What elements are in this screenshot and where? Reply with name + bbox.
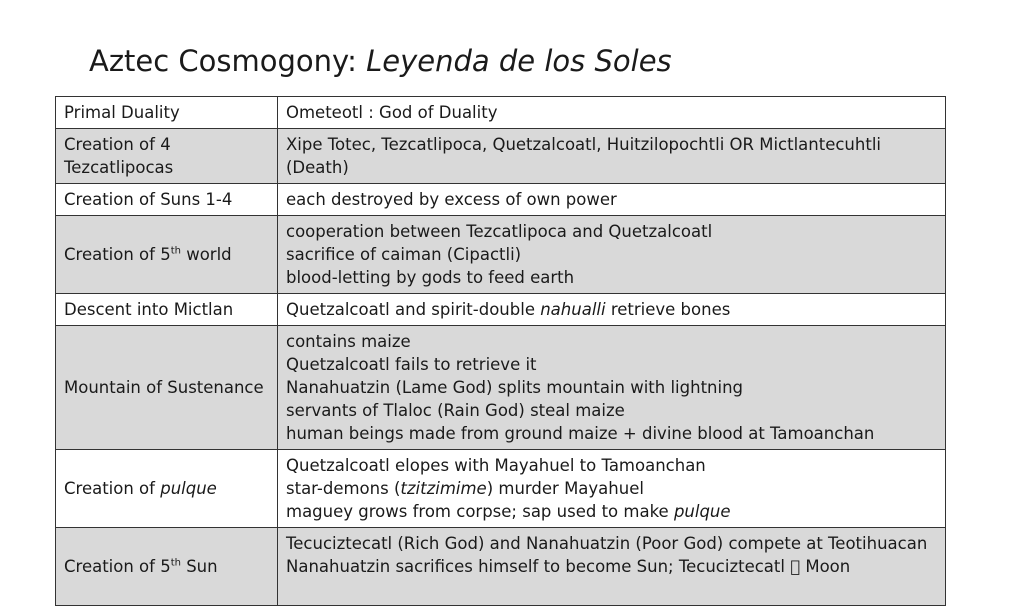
description-line: Tecuciztecatl (Rich God) and Nanahuatzin (Poor God) compete at Teotihuacan <box>286 534 928 553</box>
description-line: contains maize <box>286 332 411 351</box>
description-line: blood-letting by gods to feed earth <box>286 268 575 287</box>
description-line <box>286 578 937 601</box>
row-description: Ometeotl : God of Duality <box>278 97 946 129</box>
slide-title <box>89 44 672 78</box>
row-label <box>56 528 278 606</box>
label-text: Sun <box>180 557 218 576</box>
description-line: cooperation between Tezcatlipoca and Quetzalcoatl <box>286 222 713 241</box>
table-row <box>56 129 946 184</box>
table-row <box>56 184 946 216</box>
label-superscript: th <box>170 557 181 569</box>
table-row <box>56 326 946 450</box>
description-line: Nanahuatzin (Lame God) splits mountain with lightning <box>286 378 744 397</box>
description-line: Nanahuatzin sacrifices himself to become Sun; Tecuciztecatl Moon <box>286 557 836 576</box>
cosmogony-table <box>55 96 946 606</box>
row-label: Descent into Mictlan <box>56 294 278 326</box>
description-text: retrieve bones <box>605 300 731 319</box>
description-line: star-demons (tzitzimime) murder Mayahuel <box>286 479 644 498</box>
label-text: Creation of 5 <box>64 245 171 264</box>
row-description <box>278 294 946 326</box>
description-line: human beings made from ground maize + divine blood at Tamoanchan <box>286 424 875 443</box>
row-label: Mountain of Sustenance <box>56 326 278 450</box>
label-text: world <box>180 245 232 264</box>
row-label <box>56 450 278 528</box>
row-label: Creation of Suns 1-4 <box>56 184 278 216</box>
table-row <box>56 97 946 129</box>
description-line: sacrifice of caiman (Cipactli) <box>286 245 522 264</box>
description-line: servants of Tlaloc (Rain God) steal maize <box>286 401 625 420</box>
table-row <box>56 528 946 606</box>
description-line: Quetzalcoatl elopes with Mayahuel to Tamoanchan <box>286 456 706 475</box>
row-description <box>278 326 946 450</box>
title-italic: Leyenda de los Soles <box>366 44 672 78</box>
title-main: Aztec Cosmogony: <box>89 44 367 78</box>
description-italic: nahualli <box>540 300 606 319</box>
row-description <box>278 450 946 528</box>
description-line: maguey grows from corpse; sap used to make pulque <box>286 502 731 521</box>
row-description <box>278 216 946 294</box>
table-row <box>56 216 946 294</box>
row-label: Creation of 4 Tezcatlipocas <box>56 129 278 184</box>
row-description: Xipe Totec, Tezcatlipoca, Quetzalcoatl, Huitzilopochtli OR Mictlantecuhtli (Death) <box>278 129 946 184</box>
row-label <box>56 216 278 294</box>
label-text: Creation of 5 <box>64 557 171 576</box>
label-superscript: th <box>170 245 181 257</box>
row-description <box>278 528 946 606</box>
label-text: Creation of <box>64 479 161 498</box>
row-label: Primal Duality <box>56 97 278 129</box>
table-row <box>56 450 946 528</box>
row-description: each destroyed by excess of own power <box>278 184 946 216</box>
label-italic: pulque <box>160 479 217 498</box>
description-line: Quetzalcoatl fails to retrieve it <box>286 355 537 374</box>
description-text: Quetzalcoatl and spirit-double <box>286 300 541 319</box>
table-row <box>56 294 946 326</box>
